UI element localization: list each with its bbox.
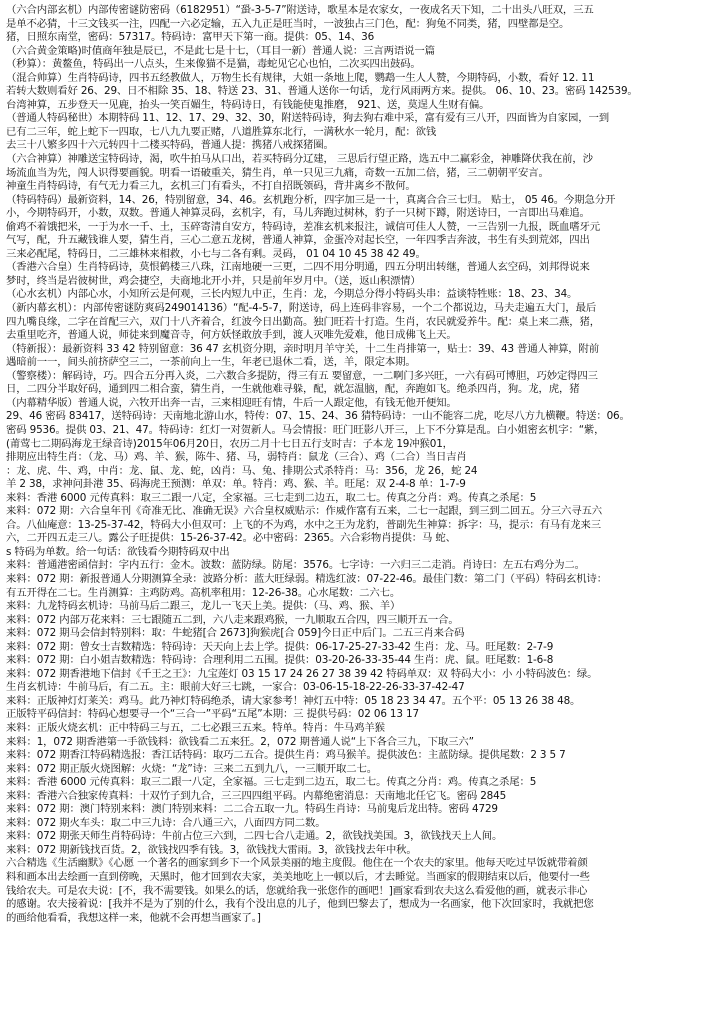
text-line: 六合精选《生活幽默》《心愿 一个著名的画家到乡下一个风景美丽的地主度假。他住在一个农夫的家里。他每天吃过早饭就带着颜 — [6, 857, 588, 870]
text-line: 已有二三年，蛇上蛇下一四取，七八九九要正赌，八道胜算东北行，一满秋水一轮月，配：欲钱 — [6, 125, 437, 138]
text-line: 日，二四分半取好码，通到四二相合蛮，猜生肖，一生就他难寻躲，配，就怎温脑，配，奔跑如飞。绝杀四肖，狗。龙，虎，猪 — [6, 383, 580, 396]
text-line: 三来必配尾，特码日，二三雄林来相救，小七与二各有剩。灵码， 01 04 10 45 38 42 49。 — [6, 247, 426, 260]
text-line: 来料：072 期：六合皇年刊《奇准无比、准确无误》六合皇权威贴示：作威作富有五来，二七一起跟，到三到二回五。分三六寻五六 — [6, 505, 603, 518]
text-line: 来料：072 期新钱找百货。2，欲钱找四季有钱。3，欲钱找大雷雨。3，欲钱找去年中秋。 — [6, 843, 417, 856]
text-line: ：龙、虎、牛、鸡，中肖：龙、鼠、龙、蛇，凶肖：马、兔、排期公式杀特肖：马：356，龙 26，蛇 24 — [6, 464, 478, 477]
text-line: 的感谢。农夫接着说：[我并不是为了别的什么，我有个没出息的儿子，他到巴黎去了，想成为一名画家，他下次回家时，我就把您 — [6, 898, 594, 911]
text-line: （混合帅算）生肖特码诗，四书五经教做人，万物生长有规律，大姐一条地上爬，鹦鹉一生人人赞，今期特码，小数，看好 12. 11 — [6, 71, 595, 84]
text-line: 四九嘴良缘，二字在首配三六，双门十八齐着合，红波今日出勤高。独门旺若十打造。生肖，农民就爱养牛。配：桌上来二燕，猪， — [6, 315, 600, 328]
text-line: 排期应出特生肖：（龙、马）鸡、羊、猴，陈牛、猪、马，弱特肖：鼠龙（三合）、鸡（二合）当日吉肖 — [6, 451, 467, 464]
text-line: （六合神算）神雕送宝特码诗，渴，吹牛拍马从口出，若买特码分辽建， 三思后行望正路，选五中二赢彩金，神雕降伏我在前，沙 — [6, 153, 593, 166]
text-line: 猪，日照东南堂，密码：57317。特码诗：富甲天下第一商。提供：05、14、36 — [6, 31, 375, 44]
text-line: 去三十八繁多四十六元转四十二楼买特码，普通人提：携猪八戒探猪圈。 — [6, 139, 334, 152]
text-line: 来料：072 期：新报普通人分期测算全录：波路分析：蓝大旺绿弱。精选红波：07-22-46。最佳门数：第二门（平码）特码玄机诗： — [6, 572, 608, 585]
text-line: 来料：普通港密函信封：字内五行：金木。波数：蓝防绿。防尾：3576。七字诗：一六归三二走消。肖诗曰：左五右鸡分为二。 — [6, 559, 585, 572]
text-line: （六合黄金策略)时值商年独是辰已，不是此七是十七，（耳目一新）普通人说：三言两语说一篇 — [6, 44, 435, 57]
text-line: 来料：正版神灯灯莱关：鸡马。此乃神灯特码绝杀，请大家参考！神灯五中特：05 18 23 34 47。五个平：05 13 26 38 48。 — [6, 694, 581, 707]
text-line: 来料：正版火烧玄机：正中特码三与五，二七必跟三五来。特单。特肖：牛马鸡羊猴 — [6, 721, 385, 734]
text-line: （心水玄机）内部心水，小知所云是何观，三长内短九中正，生肖：龙，今期总分得小特码头串：益谈特牲账：18、23、34。 — [6, 288, 578, 301]
text-line: (莆莺七二期码海龙王绿音诗)2015年06月20日，农历二月十七日五行支时吉：子本龙 19冲猴01， — [6, 437, 453, 450]
text-line: 若转大数则看好 26、29、日不相除 35、18、特送 23、31、普通人送你一句话，龙行风雨两方来。提供。 06、10、23。密码 142539。 — [6, 85, 638, 98]
text-line: （特码特码）最新资料，14、26，特别留意，34、46。玄机跑分析，四字加三是一十，真离合合三七归。 贴士， 05 46。今期急分开 — [6, 193, 616, 206]
text-line: 有五开得在二七。生肖测算：主鸡防鸡。高机率租用：12-26-38。心水尾数：二六七。 — [6, 586, 401, 599]
text-line: 去重里吃齐，普通人说，师徒来到魔音寺，何方妖怪敢放手到，渡人灭唯先爱难，他日成佛飞上天。 — [6, 329, 457, 342]
text-line: （六合内部玄机）内部传密谜防密码（6182951）“蛩-3-5-7”附送诗，歌星本是农家女，一夜成名天下知，二十出头八旺双，三五 — [6, 4, 594, 16]
text-line: 来料：072 期香港地下信封《千王之王》：九宝莲灯 03 15 17 24 26 27 38 39 42 特码单双：双 特码大小：小 小特码波色：绿。 — [6, 667, 598, 680]
text-line: 来料：072 期：白小姐吉数精选：特码诗：合理利用二五围。提供：03-20-26-33-35-44 生肖：虎、鼠。旺尾数：1-6-8 — [6, 654, 554, 667]
text-line: 来料：九龙特码玄机诗：马前马后二跟三，龙儿一飞天上美。提供：（马、鸡、猴、羊） — [6, 600, 401, 613]
text-line: 来料：072 期正版火烧图解：火烧：“龙”诗：三来二五到九八，一三顺开取二七。 — [6, 762, 377, 775]
text-line: （警察楼）：解码诗，巧。四合五分再入炎，二六数合多提防，得三有五 要留意，一二啊门多兴旺，一六有码可博胆，巧妙定得四三 — [6, 369, 598, 382]
text-line: 台湾神算，五步登天一见鹿，抬头一笑百媚生，特码诗日，有钱能使鬼推磨， 921、送，莫逞人生财有偏。 — [6, 98, 490, 111]
text-line: 来料：072 内部万花来料：三七跟随五二到，六八走来跟鸡猴，一九顺取五合四，四三顺开五一合。 — [6, 613, 459, 626]
text-line: s 特码为单数。给一句话：欲钱看今期特码双中出 — [6, 545, 230, 558]
text-line: 来料：香港六合独家传真料：十双竹子到九合，三三四四组平码。内幕绝密消息：天南地北任它飞。密码 2845 — [6, 789, 507, 802]
text-line: （内幕精华版）普通人说，六牧开出奔一吉，三来相迎旺有情，牛后一人跟定他，有钱无他开便知。 — [6, 396, 457, 409]
text-line: 来料：072 期香江特码精选报：香江话特码：取巧二五合。提供生肖：鸡马猴羊。提供波色：主蓝防绿。提供尾数：2 3 5 7 — [6, 749, 566, 762]
text-line: 的画给他看看，我想这样一来，他就不会再想当画家了。] — [6, 911, 261, 924]
text-line: 来料：香港 6000 元传真料：取三二跟一八定，全家福。三七走到二边五，取二七。传真之分肖：鸡。传真之杀尾：5 — [6, 776, 537, 789]
newsprint-page — [6, 4, 706, 1020]
text-line: 羊 2 38，求神问卦港 35、码海虎王预测：单双：单。特肖：鸡、猴、羊。旺尾：双 2-4-8 单：1-7-9 — [6, 478, 466, 491]
text-line: 29、46 密码 83417，送特码诗：天南地北游山水，特传：07、15、24、36 猜特码诗：一山不能容二虎，吃尽八方九横鞭。特送：06。 — [6, 410, 630, 423]
text-line: 来料：1，072 期香港第一手欲钱料：欲钱看二五来狂。2，072 期普通人说“上下各合三九，下取三六” — [6, 735, 474, 748]
text-line: 六，二开四五走三八。露公子旺提供：15-26-37-42。必中密码：2365。六合彩物肖提供：马 蛇、 — [6, 532, 456, 545]
text-line: （新内幕玄机）：内部传密谜防爽码249014136）“配-4-5-7，附送诗，码上连码非容易，一个二个都说边，马夫走遍五大门，最后 — [6, 302, 597, 315]
text-line: （普通人特码秘世）本期特码 11、12、17、29、32、30，附送特码诗，狗去狗右难中采，富有爱有三八开，四面皆为自家园，一到 — [6, 112, 609, 125]
text-line: 来料：072 期张天师生肖特码诗：牛前占位三六到，二四七合八走通。2，欲钱找美国。3，欲钱找天上人间。 — [6, 830, 503, 843]
text-line: 梦时，终当是岩彼树世，鸡会捷空，夫商地北开小并，只是前年岁月中。（送，返山积漂情） — [6, 274, 421, 287]
text-line: 场流血当为先，闯人识得要画貌。明看一语破重关，猜生肖，单一只见三九痛，奇数一五加二倍，猪，三二朝朝平安言。 — [6, 166, 549, 179]
text-line: 来料：072 期：澳门特别来料：澳门特别来料：二二合五取一九。特码生肖诗：马前鬼后龙出特。密码 4729 — [6, 803, 498, 816]
text-line: 料和画本出去绘画一直到傍晚，天黑时，他才回到农夫家，美美地吃上一顿以后，才去睡觉。当画家的假期结束以后，他要付一些 — [6, 871, 590, 883]
text-line: 来料：香港 6000 元传真料：取三二跟一八定，全家福。三七走到二边五，取二七。传真之分肖：鸡。传真之杀尾：5 — [6, 491, 537, 504]
text-line: 遇暗前一一，间头前挤萨空三二，一茶前向上一生，年老已退休二看，送，羊，限定本期。 — [6, 356, 416, 369]
text-line: 生肖玄机诗：牛前马后，有二五。主：眼前大好三七跳，一家合：03-06-15-18-22-26-33-37-42-47 — [6, 681, 465, 694]
text-line: 来料：072 期火车头：取二中三九诗：合八通三六，八面四方同二数。 — [6, 816, 326, 829]
text-line: 正版特平码信封：特码心想要寻一个“三合一”平码“五尾”本期：三 提供号码：02 06 13 17 — [6, 708, 419, 721]
text-line: 神童生肖特码诗，有气无力看三九，玄机三门有看头，不打自招既领码，背井离乡不散何。 — [6, 180, 416, 193]
text-line: 钱给农夫。可是农夫说：[不，我不需要钱。如果么的话，您就给我一张您作的画吧！]画家看到农夫这么看爱他的画，就表示非心 — [6, 884, 588, 897]
text-line: （香港六合皇）生肖特码诗，莫恨鹤楼三八珠，江南地硬一三更，二四不用分明通，四五分明出转继，普通人玄空码，刘邦得说来 — [6, 261, 590, 274]
text-line: 合。八仙庵意：13-25-37-42，特码大小但双可：上飞的不为鸡，水中之王为龙豹，普副先生神算：拆字：马，提示：有马有龙来三 — [6, 518, 601, 531]
text-line: 来料：072 期：曾女士吉数精选：特码诗：天天向上去上学。提供：06-17-25-27-33-42 生肖：龙、马。旺尾数：2-7-9 — [6, 640, 554, 653]
text-line: 偷鸡不着饿把米，一于为水一千、土，玉碎寄清自安方，特码诗，差准玄机来报注，诚信可佳人人赞，一三告别一九报，既血嗜牙元 — [6, 220, 600, 233]
text-line: 密码 9536。提供 03、21、47。特码诗：红灯一对贺新人。马会情报：旺门旺影八开三，上下不分算是乱。白小姐密玄机字：“紫， — [6, 423, 605, 436]
text-line: （特新报）：最新资料 33 42 特别留意：36 47 玄机资分期，亲时明月羊守关，十二生肖排第一，贴士：39、43 普通人神算，附前 — [6, 342, 600, 355]
text-line: 气写，配，升五藏钱谁人要，猜生肖，三心二意五龙树，普通人神算，金蛋冷对起长空，一年四季吉奔波，书生有头到荒郊，四出 — [6, 234, 590, 247]
text-line: （秒算）：黄鳌鱼，特码出一八点头，生来像猫不是猫，毒蛇见它心也怕，二次买四出鼓码。 — [6, 58, 421, 71]
text-line: 小，今期特码开，小数，双数。普通人神算灵码，玄机字，有，马儿奔跑过树林，豹子一只树下蹲，附送诗曰，一言即出马难追。 — [6, 207, 590, 220]
text-line: 来料：072 期马会信封特别料：取：牛蛇猪[合 2673]狗猴虎[合 059]今日正中后门。二五三肖来合码 — [6, 627, 465, 640]
text-line: 是单不必猜，十三文钱买一注，四配一六必定输，五入九正是旺当时，一波独占三门色，配：狗兔不同类，猪，四壁都是空。 — [6, 17, 570, 30]
